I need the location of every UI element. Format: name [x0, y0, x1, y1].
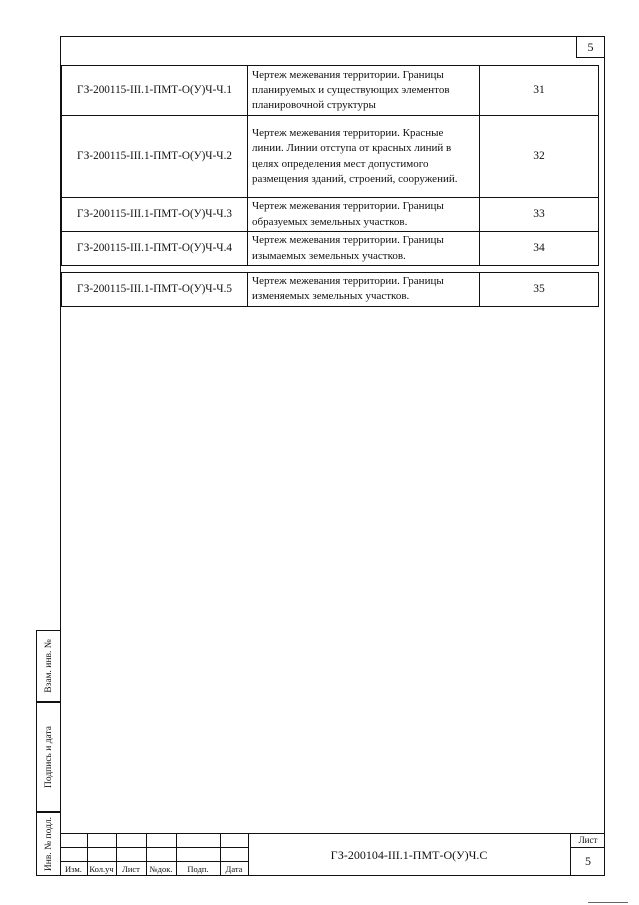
col-data: Дата: [225, 864, 243, 874]
stamp-podpis-data-label: Подпись и дата: [43, 725, 54, 789]
table-row: [62, 116, 599, 198]
col-izm: Изм.: [65, 864, 82, 874]
sheet-label: Лист: [578, 835, 598, 845]
stamp-podpis-data: [36, 702, 60, 812]
drawing-page: 35: [480, 273, 599, 307]
drawings-table: [61, 65, 599, 307]
col-podp: Подп.: [187, 864, 209, 874]
drawing-description: Чертеж межевания территории. Границы изменяемых земельных участков.: [248, 273, 480, 307]
stamp-vzam-inv: [36, 630, 60, 702]
drawing-description: Чертеж межевания территории. Границы планируемых и существующих элементов планировочной структуры: [248, 66, 480, 116]
drawing-code: ГЗ-200115-III.1-ПМТ-О(У)Ч-Ч.5: [62, 273, 248, 307]
stamp-inv-podl-label: Инв. № подл.: [43, 816, 54, 872]
table-row: [62, 232, 599, 266]
table-gap: [62, 266, 599, 273]
top-sheet-number: 5: [576, 36, 605, 58]
col-kol-uch: Кол.уч: [89, 864, 114, 874]
stamp-inv-podl: [36, 812, 60, 876]
drawing-code: ГЗ-200115-III.1-ПМТ-О(У)Ч-Ч.4: [62, 232, 248, 266]
drawing-page: 33: [480, 198, 599, 232]
drawing-description: Чертеж межевания территории. Границы изымаемых земельных участков.: [248, 232, 480, 266]
sheet-number: 5: [585, 854, 591, 868]
drawing-description: Чертеж межевания территории. Красные линии. Линии отступа от красных линий в целях определения мест допустимого размещения зданий, строений, сооружений.: [248, 116, 480, 198]
col-ndok: №док.: [149, 864, 173, 874]
drawing-page: 32: [480, 116, 599, 198]
table-row: [62, 66, 599, 116]
drawing-code: ГЗ-200115-III.1-ПМТ-О(У)Ч-Ч.1: [62, 66, 248, 116]
stamp-vzam-inv-label: Взам. инв. №: [43, 639, 54, 693]
corner-mark: [588, 902, 628, 903]
drawing-code: ГЗ-200115-III.1-ПМТ-О(У)Ч-Ч.3: [62, 198, 248, 232]
col-list: Лист: [122, 864, 140, 874]
drawing-description: Чертеж межевания территории. Границы образуемых земельных участков.: [248, 198, 480, 232]
table-row: [62, 273, 599, 307]
drawing-code: ГЗ-200115-III.1-ПМТ-О(У)Ч-Ч.2: [62, 116, 248, 198]
document-code: ГЗ-200104-III.1-ПМТ-О(У)Ч.С: [330, 847, 488, 862]
drawing-page: 31: [480, 66, 599, 116]
table-row: [62, 198, 599, 232]
drawing-page: 34: [480, 232, 599, 266]
